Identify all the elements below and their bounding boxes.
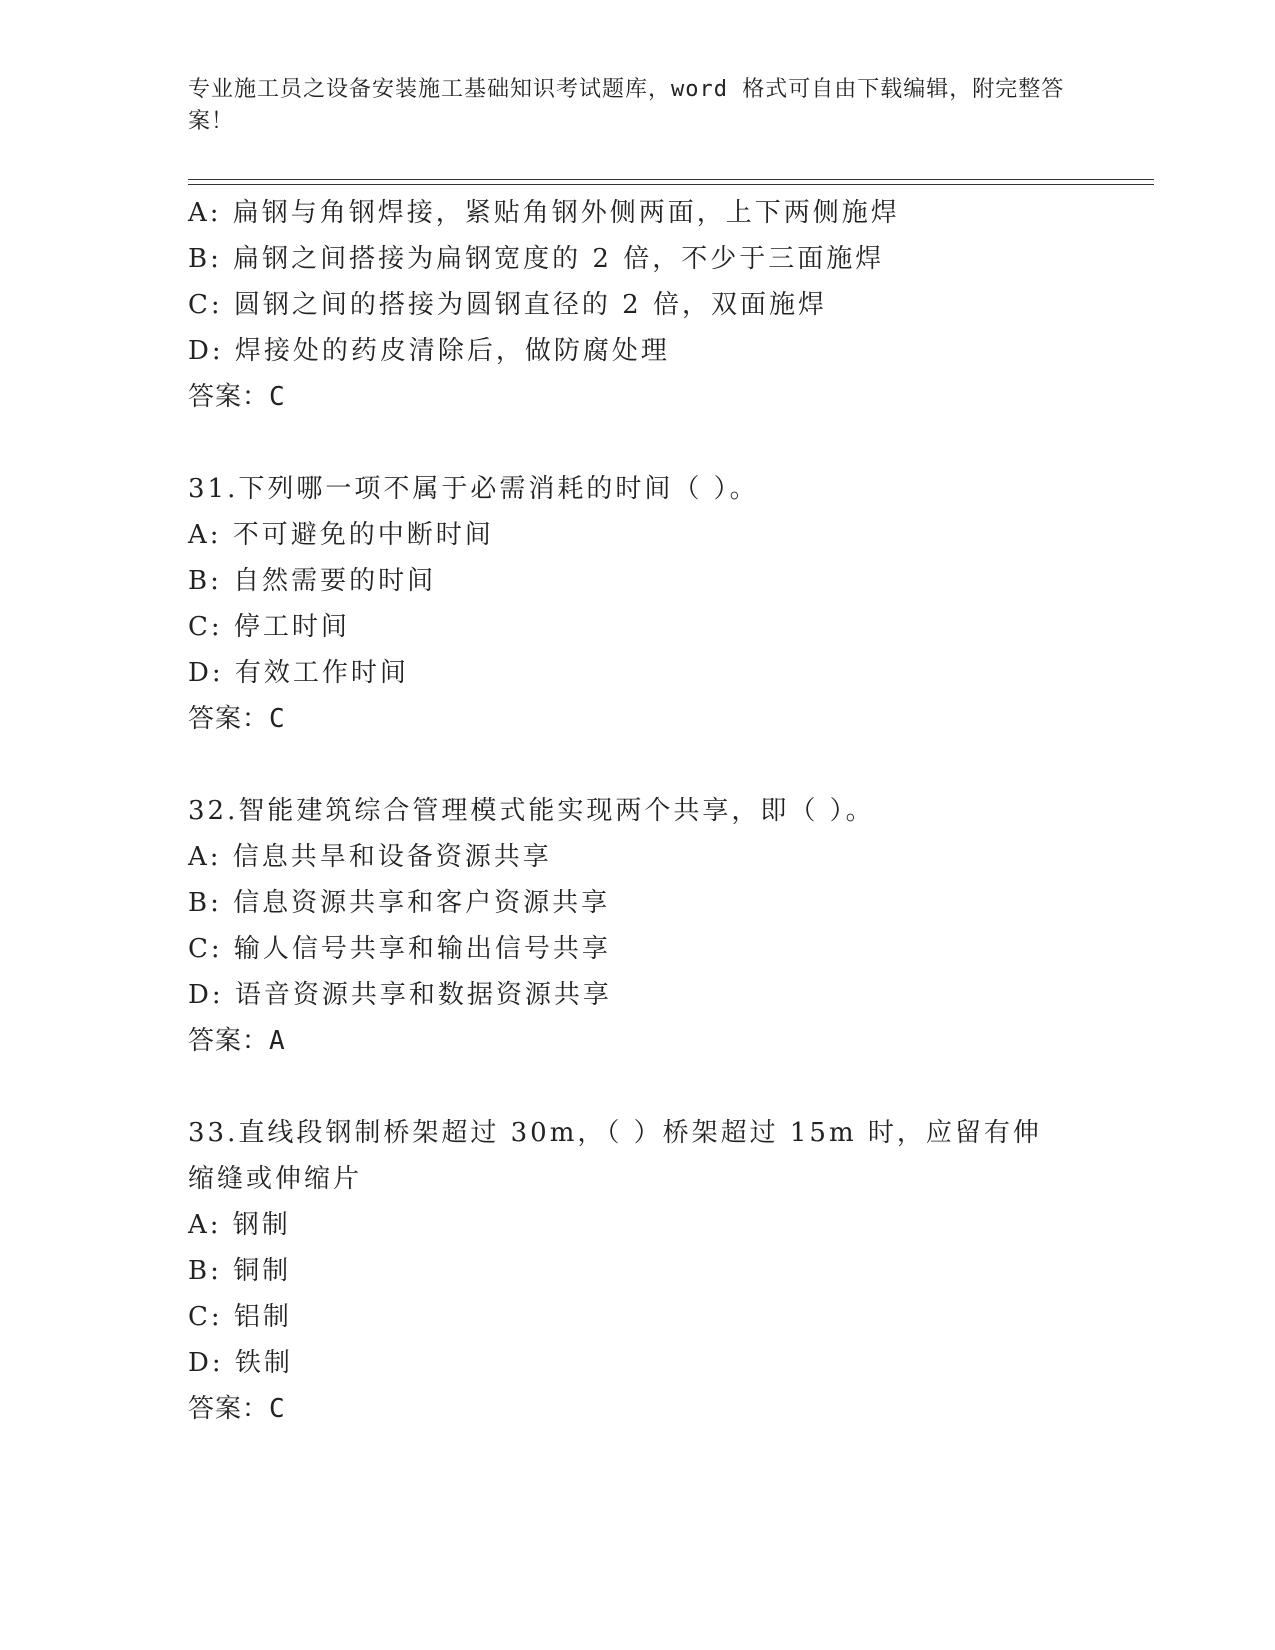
question-list [188,190,1088,1432]
spacer [188,1064,1088,1110]
option-b: B: 信息资源共享和客户资源共享 [188,888,611,918]
answer: 答案：A [188,1026,286,1056]
question-stem: 32.智能建筑综合管理模式能实现两个共享，即（ ）。 [188,796,875,826]
document-header: 专业施工员之设备安装施工基础知识考试题库，word 格式可自由下载编辑，附完整答案！ [188,77,1065,134]
spacer [188,742,1088,788]
answer: 答案：C [188,704,286,734]
option-b: B: 铜制 [188,1256,292,1286]
spacer [188,420,1088,466]
option-d: D: 焊接处的药皮清除后，做防腐处理 [188,336,670,366]
option-a: A: 扁钢与角钢焊接，紧贴角钢外侧两面，上下两侧施焊 [188,198,900,228]
option-d: D: 有效工作时间 [188,658,409,688]
option-d: D: 语音资源共享和数据资源共享 [188,980,612,1010]
question-stem: 33.直线段钢制桥架超过 30m，（ ）桥架超过 15m 时，应留有伸缩缝或伸缩片 [188,1118,1042,1194]
option-c: C: 圆钢之间的搭接为圆钢直径的 2 倍，双面施焊 [188,290,827,320]
question-33 [188,1110,1088,1432]
answer: 答案：C [188,1394,286,1424]
option-c: C: 停工时间 [188,612,350,642]
question-continued [188,190,1088,420]
option-a: A: 不可避免的中断时间 [188,520,494,550]
question-stem: 31.下列哪一项不属于必需消耗的时间（ ）。 [188,474,759,504]
option-c: C: 铝制 [188,1302,292,1332]
option-a: A: 钢制 [188,1210,291,1240]
question-31 [188,466,1088,742]
answer: 答案：C [188,382,286,412]
header-divider-bottom [188,184,1154,185]
option-b: B: 扁钢之间搭接为扁钢宽度的 2 倍，不少于三面施焊 [188,244,885,274]
option-d: D: 铁制 [188,1348,293,1378]
option-c: C: 输人信号共享和输出信号共享 [188,934,611,964]
option-b: B: 自然需要的时间 [188,566,437,596]
header-divider-top [188,179,1154,180]
option-a: A: 信息共旱和设备资源共享 [188,842,552,872]
question-32 [188,788,1088,1064]
